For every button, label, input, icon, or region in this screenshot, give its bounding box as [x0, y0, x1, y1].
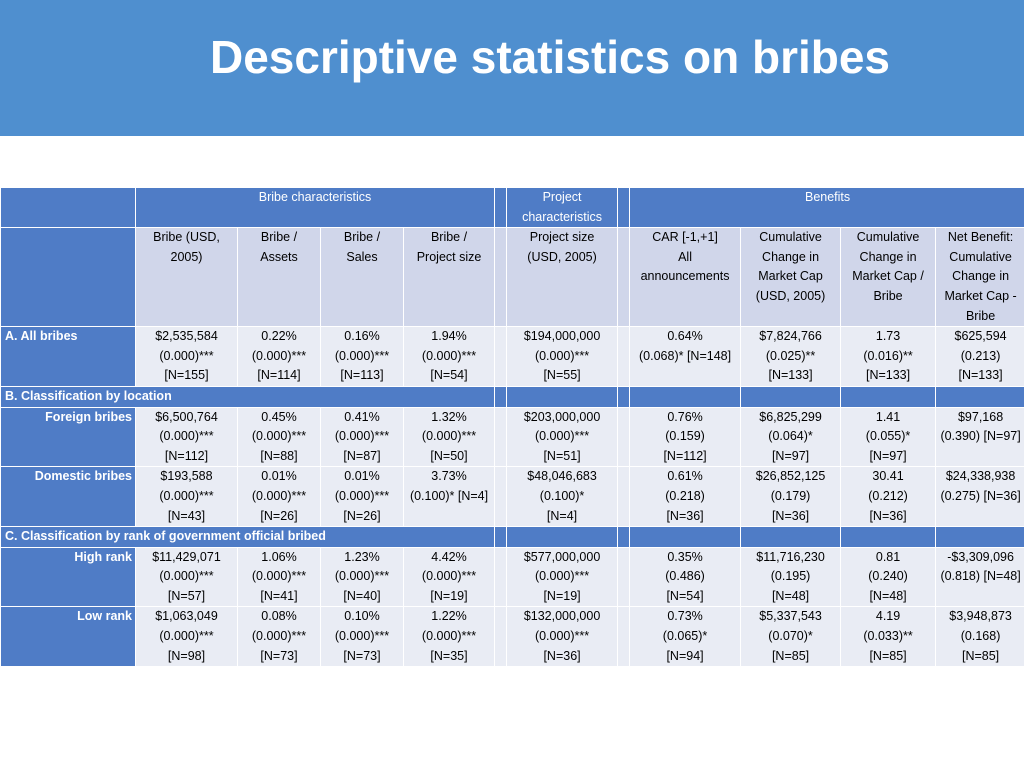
cell-cumulative-market-cap-per-bribe: 0.81 (0.240) [N=48]	[841, 547, 936, 607]
cell-net-benefit: -$3,309,096 (0.818) [N=48]	[936, 547, 1024, 607]
table-row-domestic-bribes	[1, 467, 1024, 527]
cell-bribe-project-size: 4.42% (0.000)*** [N=19]	[404, 547, 495, 607]
cell-project-size: $203,000,000 (0.000)*** [N=51]	[507, 407, 618, 467]
section-blank-cell	[741, 386, 841, 407]
cell-cumulative-market-cap-per-bribe: 4.19 (0.033)** [N=85]	[841, 607, 936, 667]
spacer-cell	[618, 188, 630, 228]
col-cumulative-market-cap-per-bribe: Cumulative Change in Market Cap / Bribe	[841, 228, 936, 327]
col-bribe-sales: Bribe / Sales	[321, 228, 404, 327]
spacer-cell	[618, 228, 630, 327]
row-label: High rank	[1, 547, 136, 607]
row-label: Domestic bribes	[1, 467, 136, 527]
spacer-cell	[495, 607, 507, 667]
cell-cumulative-market-cap-per-bribe: 30.41 (0.212) [N=36]	[841, 467, 936, 527]
section-blank-cell	[507, 527, 618, 548]
section-blank-cell	[936, 527, 1024, 548]
spacer-cell	[495, 188, 507, 228]
cell-bribe-sales: 0.10% (0.000)*** [N=73]	[321, 607, 404, 667]
cell-bribe-project-size: 1.22% (0.000)*** [N=35]	[404, 607, 495, 667]
cell-car: 0.61% (0.218) [N=36]	[630, 467, 741, 527]
cell-cumulative-market-cap-per-bribe: 1.41 (0.055)* [N=97]	[841, 407, 936, 467]
col-cumulative-market-cap: Cumulative Change in Market Cap (USD, 2005)	[741, 228, 841, 327]
col-bribe-project-size: Bribe / Project size	[404, 228, 495, 327]
cell-bribe-usd: $11,429,071 (0.000)*** [N=57]	[136, 547, 238, 607]
table-row-all-bribes	[1, 327, 1024, 387]
cell-cumulative-market-cap-per-bribe: 1.73 (0.016)** [N=133]	[841, 327, 936, 387]
cell-project-size: $132,000,000 (0.000)*** [N=36]	[507, 607, 618, 667]
cell-project-size: $577,000,000 (0.000)*** [N=19]	[507, 547, 618, 607]
spacer-cell	[495, 228, 507, 327]
spacer-cell	[495, 407, 507, 467]
spacer-cell	[495, 547, 507, 607]
cell-cumulative-market-cap: $6,825,299 (0.064)* [N=97]	[741, 407, 841, 467]
cell-car: 0.35% (0.486) [N=54]	[630, 547, 741, 607]
cell-bribe-sales: 0.41% (0.000)*** [N=87]	[321, 407, 404, 467]
spacer-cell	[618, 467, 630, 527]
section-blank-cell	[630, 527, 741, 548]
cell-car: 0.76% (0.159) [N=112]	[630, 407, 741, 467]
table-row-high-rank	[1, 547, 1024, 607]
spacer-cell	[618, 527, 630, 548]
col-bribe-usd: Bribe (USD, 2005)	[136, 228, 238, 327]
section-blank-cell	[841, 527, 936, 548]
section-blank-cell	[936, 386, 1024, 407]
section-row-location	[1, 386, 1024, 407]
spacer-cell	[495, 467, 507, 527]
cell-car: 0.64% (0.068)* [N=148]	[630, 327, 741, 387]
section-row-rank	[1, 527, 1024, 548]
header-blank-cell	[1, 188, 136, 228]
cell-bribe-usd: $193,588 (0.000)*** [N=43]	[136, 467, 238, 527]
row-label: Low rank	[1, 607, 136, 667]
col-bribe-assets: Bribe / Assets	[238, 228, 321, 327]
cell-net-benefit: $625,594 (0.213) [N=133]	[936, 327, 1024, 387]
spacer-cell	[618, 607, 630, 667]
col-car: CAR [-1,+1] All announcements	[630, 228, 741, 327]
bribes-statistics-table	[0, 187, 1024, 667]
table-row-foreign-bribes	[1, 407, 1024, 467]
cell-cumulative-market-cap: $11,716,230 (0.195) [N=48]	[741, 547, 841, 607]
cell-bribe-sales: 1.23% (0.000)*** [N=40]	[321, 547, 404, 607]
cell-net-benefit: $3,948,873 (0.168) [N=85]	[936, 607, 1024, 667]
spacer-cell	[618, 547, 630, 607]
cell-bribe-assets: 0.01% (0.000)*** [N=26]	[238, 467, 321, 527]
spacer-cell	[618, 386, 630, 407]
cell-net-benefit: $97,168 (0.390) [N=97]	[936, 407, 1024, 467]
cell-bribe-assets: 0.22% (0.000)*** [N=114]	[238, 327, 321, 387]
spacer-cell	[618, 327, 630, 387]
cell-car: 0.73% (0.065)* [N=94]	[630, 607, 741, 667]
spacer-cell	[495, 386, 507, 407]
col-net-benefit: Net Benefit: Cumulative Change in Market Cap - Bribe	[936, 228, 1024, 327]
cell-bribe-assets: 0.08% (0.000)*** [N=73]	[238, 607, 321, 667]
cell-cumulative-market-cap: $5,337,543 (0.070)* [N=85]	[741, 607, 841, 667]
section-blank-cell	[841, 386, 936, 407]
spacer-cell	[618, 407, 630, 467]
section-blank-cell	[741, 527, 841, 548]
section-label-location: B. Classification by location	[1, 386, 495, 407]
cell-bribe-sales: 0.16% (0.000)*** [N=113]	[321, 327, 404, 387]
cell-bribe-project-size: 3.73% (0.100)* [N=4]	[404, 467, 495, 527]
row-label: Foreign bribes	[1, 407, 136, 467]
spacer-cell	[495, 327, 507, 387]
cell-bribe-project-size: 1.32% (0.000)*** [N=50]	[404, 407, 495, 467]
column-header-row	[1, 228, 1024, 327]
cell-bribe-usd: $1,063,049 (0.000)*** [N=98]	[136, 607, 238, 667]
col-project-size: Project size (USD, 2005)	[507, 228, 618, 327]
section-label-rank: C. Classification by rank of government official bribed	[1, 527, 495, 548]
cell-bribe-project-size: 1.94% (0.000)*** [N=54]	[404, 327, 495, 387]
table-row-low-rank	[1, 607, 1024, 667]
row-label: A. All bribes	[1, 327, 136, 387]
cell-cumulative-market-cap: $7,824,766 (0.025)** [N=133]	[741, 327, 841, 387]
group-bribe-characteristics: Bribe characteristics	[136, 188, 495, 228]
column-group-header-row	[1, 188, 1024, 228]
cell-bribe-assets: 0.45% (0.000)*** [N=88]	[238, 407, 321, 467]
cell-net-benefit: $24,338,938 (0.275) [N=36]	[936, 467, 1024, 527]
cell-project-size: $48,046,683 (0.100)* [N=4]	[507, 467, 618, 527]
cell-bribe-usd: $2,535,584 (0.000)*** [N=155]	[136, 327, 238, 387]
section-blank-cell	[630, 386, 741, 407]
cell-bribe-usd: $6,500,764 (0.000)*** [N=112]	[136, 407, 238, 467]
cell-project-size: $194,000,000 (0.000)*** [N=55]	[507, 327, 618, 387]
header-label-cell	[1, 228, 136, 327]
group-benefits: Benefits	[630, 188, 1024, 228]
spacer-cell	[495, 527, 507, 548]
section-blank-cell	[507, 386, 618, 407]
slide-title: Descriptive statistics on bribes	[209, 31, 891, 83]
cell-bribe-sales: 0.01% (0.000)*** [N=26]	[321, 467, 404, 527]
group-project-characteristics: Project characteristics	[507, 188, 618, 228]
cell-cumulative-market-cap: $26,852,125 (0.179) [N=36]	[741, 467, 841, 527]
cell-bribe-assets: 1.06% (0.000)*** [N=41]	[238, 547, 321, 607]
